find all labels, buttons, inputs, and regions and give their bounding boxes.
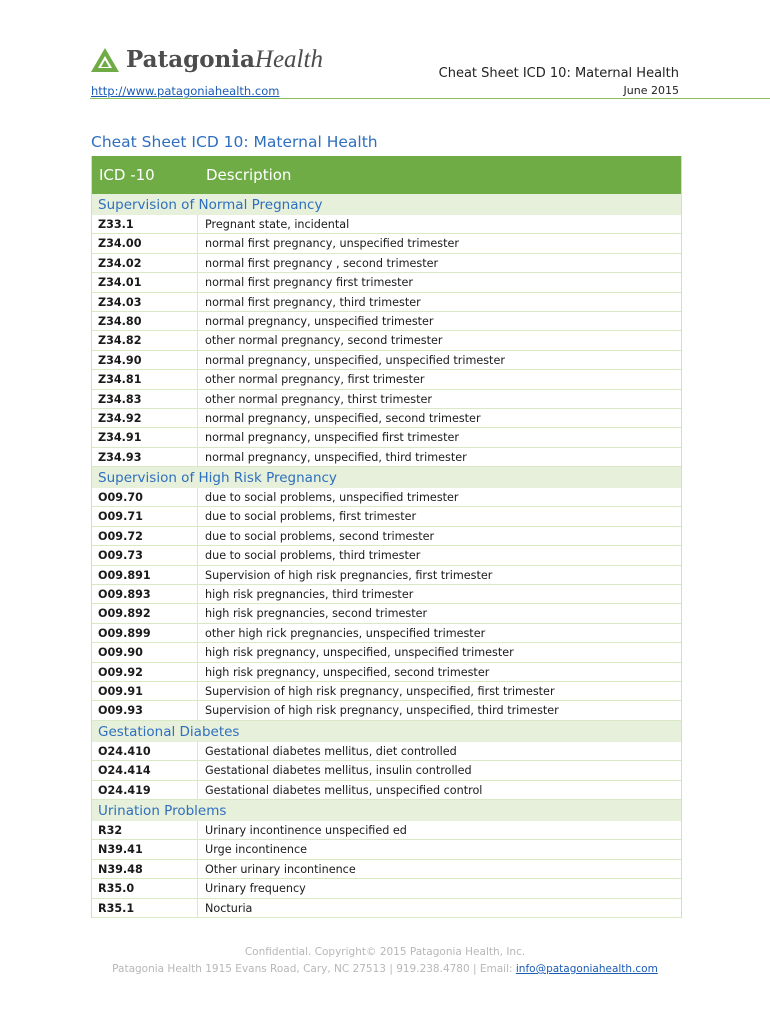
icd-code: Z34.93 <box>92 448 198 466</box>
icd-description: other high rick pregnancies, unspecified trimester <box>205 626 486 640</box>
table-row <box>92 331 681 350</box>
table-row <box>92 507 681 526</box>
icd-code: N39.41 <box>92 840 198 858</box>
icd-code: Z34.81 <box>92 370 198 388</box>
table-row <box>92 293 681 312</box>
footer-copyright: Confidential. Copyright© 2015 Patagonia Health, Inc. <box>244 946 526 958</box>
table-row <box>92 254 681 273</box>
icd-description: Nocturia <box>205 901 253 915</box>
icd-description: normal pregnancy, unspecified, third trimester <box>205 450 467 464</box>
icd-code: Z34.02 <box>92 254 198 272</box>
section-header: Supervision of High Risk Pregnancy <box>92 467 681 488</box>
icd-description: high risk pregnancies, third trimester <box>205 588 414 602</box>
icd-description: Supervision of high risk pregnancy, unspecified, third trimester <box>205 704 559 718</box>
icd-code: O09.893 <box>92 585 198 603</box>
icd-description: high risk pregnancy, unspecified, second trimester <box>205 665 490 679</box>
icd-description: Pregnant state, incidental <box>205 218 350 231</box>
icd-description: normal first pregnancy first trimester <box>205 276 413 290</box>
icd-description: due to social problems, first trimester <box>205 510 417 524</box>
logo-text: PatagoniaHealth <box>126 46 323 73</box>
icd-description: other normal pregnancy, thirst trimester <box>205 392 433 406</box>
table-row <box>92 234 681 253</box>
icd-code: O24.419 <box>92 781 198 799</box>
icd-description: high risk pregnancies, second trimester <box>205 607 428 621</box>
icd-code: Z33.1 <box>92 215 198 233</box>
icd-table <box>91 156 682 918</box>
icd-code: O09.899 <box>92 624 198 642</box>
table-row <box>92 682 681 701</box>
patagonia-mountain-icon <box>90 47 120 73</box>
icd-description: normal pregnancy, unspecified first trimester <box>205 431 459 445</box>
table-row <box>92 781 681 800</box>
column-header-description: Description <box>206 166 292 184</box>
table-row <box>92 585 681 604</box>
icd-code: Z34.00 <box>92 234 198 252</box>
icd-code: O09.73 <box>92 546 198 564</box>
table-row <box>92 624 681 643</box>
icd-code: Z34.91 <box>92 428 198 446</box>
website-link[interactable]: http://www.patagoniahealth.com <box>91 84 280 98</box>
icd-code: O09.70 <box>92 488 198 506</box>
icd-description: normal pregnancy, unspecified trimester <box>205 314 434 328</box>
icd-code: Z34.83 <box>92 390 198 408</box>
icd-code: O09.91 <box>92 682 198 700</box>
icd-description: Gestational diabetes mellitus, unspecified control <box>205 783 483 797</box>
icd-code: Z34.90 <box>92 351 198 369</box>
table-row <box>92 663 681 682</box>
header-title: Cheat Sheet ICD 10: Maternal Health <box>438 66 679 81</box>
icd-description: high risk pregnancy, unspecified, unspecified trimester <box>205 646 514 660</box>
icd-code: Z34.01 <box>92 273 198 291</box>
icd-code: O09.892 <box>92 604 198 622</box>
header-divider <box>90 98 770 99</box>
table-header <box>92 156 681 194</box>
icd-code: O09.891 <box>92 566 198 584</box>
table-row <box>92 840 681 859</box>
footer-email-link[interactable]: info@patagoniahealth.com <box>515 963 658 975</box>
icd-description: due to social problems, second trimester <box>205 529 435 543</box>
icd-code: O09.92 <box>92 663 198 681</box>
icd-code: Z34.03 <box>92 293 198 311</box>
table-row <box>92 428 681 447</box>
table-row <box>92 215 681 234</box>
icd-description: normal first pregnancy, unspecified trimester <box>205 237 459 251</box>
table-row <box>92 351 681 370</box>
icd-description: normal first pregnancy , second trimester <box>205 256 439 270</box>
icd-code: O09.71 <box>92 507 198 525</box>
table-row <box>92 390 681 409</box>
icd-description: normal pregnancy, unspecified, unspecified trimester <box>205 353 505 367</box>
table-row <box>92 643 681 662</box>
icd-code: R35.0 <box>92 879 198 897</box>
section-header: Supervision of Normal Pregnancy <box>92 194 681 215</box>
footer-address: Patagonia Health 1915 Evans Road, Cary, NC 27513 | 919.238.4780 | Email: <box>112 963 516 975</box>
table-row <box>92 488 681 507</box>
table-row <box>92 821 681 840</box>
icd-description: Supervision of high risk pregnancies, first trimester <box>205 568 493 582</box>
icd-description: due to social problems, third trimester <box>205 549 421 563</box>
table-row <box>92 701 681 720</box>
icd-code: Z34.80 <box>92 312 198 330</box>
icd-code: O24.410 <box>92 742 198 760</box>
icd-code: Z34.92 <box>92 409 198 427</box>
icd-description: Other urinary incontinence <box>205 862 356 876</box>
table-row <box>92 604 681 623</box>
icd-description: Urge incontinence <box>205 843 308 857</box>
table-row <box>92 761 681 780</box>
table-row <box>92 879 681 898</box>
table-row <box>92 527 681 546</box>
icd-description: normal pregnancy, unspecified, second trimester <box>205 411 481 425</box>
icd-description: Supervision of high risk pregnancy, unspecified, first trimester <box>205 684 555 698</box>
table-row <box>92 273 681 292</box>
table-row <box>92 370 681 389</box>
icd-code: O09.72 <box>92 527 198 545</box>
section-header: Urination Problems <box>92 800 681 821</box>
logo <box>90 47 323 73</box>
icd-code: O09.93 <box>92 701 198 719</box>
table-row <box>92 860 681 879</box>
icd-description: Urinary incontinence unspecified ed <box>205 823 407 837</box>
table-row <box>92 566 681 585</box>
icd-description: due to social problems, unspecified trimester <box>205 491 459 505</box>
icd-description: Gestational diabetes mellitus, insulin controlled <box>205 764 472 778</box>
table-row <box>92 448 681 467</box>
icd-code: N39.48 <box>92 860 198 878</box>
table-row <box>92 312 681 331</box>
header-date: June 2015 <box>623 84 679 97</box>
table-row <box>92 742 681 761</box>
column-header-code: ICD -10 <box>99 166 155 184</box>
document-title: Cheat Sheet ICD 10: Maternal Health <box>91 133 378 151</box>
footer-contact <box>0 963 770 975</box>
icd-code: O09.90 <box>92 643 198 661</box>
table-row <box>92 899 681 918</box>
icd-code: Z34.82 <box>92 331 198 349</box>
section-header: Gestational Diabetes <box>92 721 681 742</box>
table-body <box>92 194 681 918</box>
table-row <box>92 546 681 565</box>
icd-code: R35.1 <box>92 899 198 917</box>
icd-description: Urinary frequency <box>205 882 306 896</box>
table-row <box>92 409 681 428</box>
icd-description: other normal pregnancy, second trimester <box>205 334 443 348</box>
icd-description: Gestational diabetes mellitus, diet controlled <box>205 744 457 758</box>
icd-description: normal first pregnancy, third trimester <box>205 295 421 309</box>
icd-code: R32 <box>92 821 198 839</box>
icd-description: other normal pregnancy, first trimester <box>205 373 425 387</box>
page-header <box>0 0 770 100</box>
icd-code: O24.414 <box>92 761 198 779</box>
